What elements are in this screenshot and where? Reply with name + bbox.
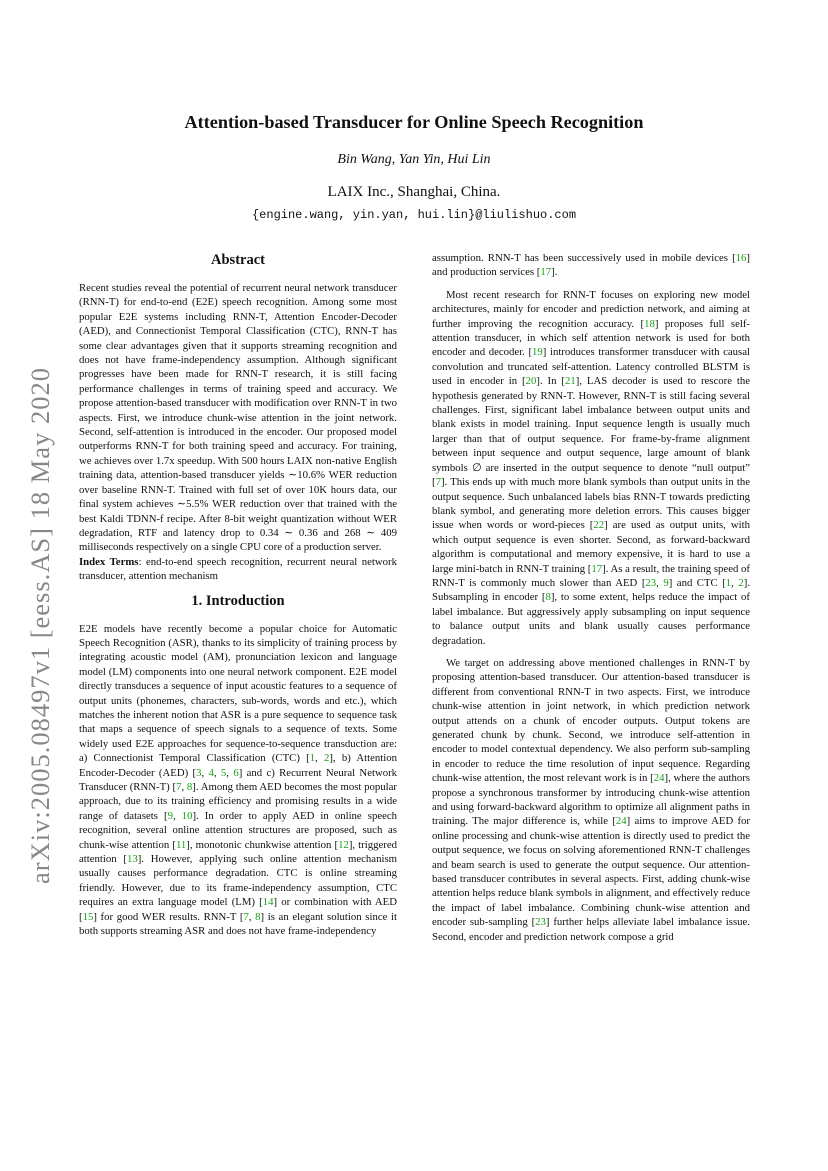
citation-link[interactable]: 8 — [545, 591, 551, 604]
citation-link[interactable]: 9 — [663, 576, 669, 589]
citation-link[interactable]: 13 — [126, 853, 138, 866]
right-paragraph-1: Most recent research for RNN-T focuses on exploring new model architectures, mainly for encoder and prediction network, and aiming at further improving the recognition accuracy. [18] proposes full self-attention transducer, in which self attention network is used for both encoder and decoder. [19] introduces transformer transducer with causal convolution and truncated self-attention. Latency controlled BLSTM is used in encoder in [20]. In [21], LAS decoder is used to rescore the hypothesis generated by RNN-T. However, RNN-T is still facing several challenges. First, significant label imbalance between output units and blank exists in model training. Input sequence length is usually much larger than that of output sequence. For frame-by-frame alignment between input sequence and output sequence, large amount of blank symbols ∅ are inserted in the output sequence to denote “null output” [7]. This ends up with much more blank symbols than output units in the output sequence. Such unbalanced labels bias RNN-T towards predicting blank symbol, and generating more deletion errors. This causes bigger issue when words or word-pieces [22] are used as output units, with which output sequence is even shorter. Second, as forward-backward algorithm is computational and memory expensive, it is hard to use a large mini-batch in RNN-T training [17]. As a result, the training speed of RNN-T is commonly much slower than AED [23, 9] and CTC [1, 2]. Subsampling in encoder [8], to some extent, helps reduce the impact of label imbalance. But aggressively apply subsampling on input sequence to balance output units and blank usually causes performance degradation. — [432, 288, 751, 647]
citation-link[interactable]: 23 — [645, 576, 657, 589]
citation-link[interactable]: 10 — [181, 809, 193, 822]
citation-link[interactable]: 14 — [262, 896, 274, 909]
authors: Bin Wang, Yan Yin, Hui Lin — [337, 152, 491, 167]
citation-link[interactable]: 7 — [435, 476, 441, 489]
abstract-body: Recent studies reveal the potential of recurrent neural network transducer (RNN-T) for end-to-end (E2E) speech recognition. Among some most popular E2E systems including RNN-T, Attention Encoder-Decoder (AED), and Connectionist Temporal Classification (CTC), RNN-T has some clear advantages given that it supports streaming recognition and does not have frame-independency assumption. Although significant progresses have been made for RNN-T research, it is still facing performance challenges in terms of training speed and accuracy. We propose attention-based transducer with modification over RNN-T in two aspects. First, we introduce chunk-wise attention in the joint network. Second, self-attention is introduced in the encoder. Our proposed model outperforms RNN-T for both training speed and accuracy. For training, we achieves over 1.7x speedup. With 500 hours LAIX non-native English training data, attention-based transducer yields ∼10.6% WER reduction over baseline RNN-T. Trained with full set of over 10K hours data, our final system achieves ∼5.5% WER reduction over that trained with the best Kaldi TDNN-f recipe. After 8-bit weight quantization without WER degradation, RTF and latency drop to 0.34 ∼ 0.36 and 268 ∼ 409 milliseconds respectively on a single CPU core of a production server. — [79, 282, 397, 554]
citation-link[interactable]: 1 — [725, 576, 732, 589]
citation-link[interactable]: 24 — [615, 815, 627, 828]
citation-link[interactable]: 22 — [593, 519, 605, 532]
intro-paragraph-1: E2E models have recently become a popular choice for Automatic Speech Recognition (ASR), thanks to its simplicity of training process by integrating acoustic model (AM), pronunciation lexicon and language model (LM) components into one neural network component. E2E model directly transduces a sequence of input acoustic features to a sequence of output units (phonemes, characters, sub-words, words and etc.), which matches the inherent notion that ASR is a pure sequence to sequence task that maps a sequence of speech signals to a sequence of texts. Some widely used E2E approaches for sequence-to-sequence transduction are: a) Connectionist Temporal Classification (CTC) [1, 2], b) Attention Encoder-Decoder (AED) [3, 4, 5, 6] and c) Recurrent Neural Network Transducer (RNN-T) [7, 8]. Among them AED becomes the most popular approach, due to its training efficiency and promising results in a wide range of datasets [9, 10]. In order to apply AED in online speech recognition, several online attention structures are proposed, such as chunk-wise attention [11], monotonic chunkwise attention [12], triggered attention [13]. However, applying such online attention mechanism usually causes performance degradation. CTC is online streaming friendly. However, due to its frame-independency assumption, CTC requires an extra language model (LM) [14] or combination with AED [15] for good WER results. RNN-T [7, 8] is an elegant solution since it both supports streaming ASR and does not have frame-independency — [79, 622, 398, 938]
right-column — [432, 251, 750, 944]
citation-link[interactable]: 24 — [653, 772, 665, 785]
index-terms — [79, 555, 397, 584]
index-terms-text: : end-to-end speech recognition, recurrent neural network transducer, attention mechanism — [79, 555, 397, 583]
introduction-heading: 1. Introduction — [191, 592, 285, 609]
citation-link[interactable]: 11 — [175, 838, 187, 851]
citation-link[interactable]: 3 — [196, 766, 202, 779]
citation-link[interactable]: 8 — [255, 910, 261, 923]
citation-link[interactable]: 1 — [309, 752, 316, 765]
citation-link[interactable]: 9 — [167, 809, 173, 822]
left-column — [79, 251, 397, 938]
citation-link[interactable]: 17 — [540, 266, 552, 279]
citation-link[interactable]: 7 — [243, 910, 249, 923]
citation-link[interactable]: 20 — [525, 375, 537, 388]
email: {engine.wang, yin.yan, hui.lin}@liulishuo.com — [251, 208, 577, 222]
citation-link[interactable]: 18 — [644, 317, 655, 330]
citation-link[interactable]: 7 — [176, 781, 182, 793]
index-terms-label: Index Terms — [79, 555, 139, 568]
citation-link[interactable]: 16 — [735, 252, 747, 264]
citation-link[interactable]: 2 — [738, 576, 744, 589]
citation-link[interactable]: 21 — [564, 375, 576, 388]
affiliation: LAIX Inc., Shanghai, China. — [327, 184, 501, 200]
citation-link[interactable]: 6 — [233, 766, 239, 779]
citation-link[interactable]: 15 — [82, 910, 94, 923]
citation-link[interactable]: 4 — [208, 766, 214, 779]
paper-title: Attention-based Transducer for Online Speech Recognition — [184, 112, 644, 132]
abstract-heading: Abstract — [211, 252, 265, 268]
citation-link[interactable]: 5 — [220, 766, 227, 779]
citation-link[interactable]: 8 — [186, 781, 193, 793]
citation-link[interactable]: 19 — [532, 346, 543, 359]
citation-link[interactable]: 17 — [591, 562, 603, 575]
citation-link[interactable]: 2 — [323, 752, 330, 765]
right-paragraph-2: We target on addressing above mentioned challenges in RNN-T by proposing attention-based transducer. Our attention-based transducer is different from conventional RNN-T in two aspects. First, we introduce chunk-wise attention in joint network, in which prediction network output attends on a chunk of encoder outputs. Output tokens are generated chunk by chunk. Second, we introduce self-attention in encoder to model contextual dependency. We also perform sub-sampling in encoder to reduce the time resolution of input sequence. Regarding chunk-wise attention, the most relevant work is in [24], where the authors propose a synchronous transformer by introducing chunk-wise attention and using forward-backward algorithm to optimize all alignment paths in training. The major difference is, while [24] aims to improve AED for online processing and chunk-wise attention is directly used to predict the output sequence, we focus on solving aforementioned RNN-T challenges and beam search is used to generate the output sequence. Our attention-based transducer contributes in several aspects. First, adding chunk-wise attention helps reduce blank symbols in alignment, and effectively reduce the impact of label imbalance. Combining chunk-wise attention and encoder sub-sampling [23] further helps alleviate label imbalance issue. Second, encoder and prediction network compose a grid — [432, 656, 751, 943]
citation-link[interactable]: 12 — [338, 838, 349, 851]
arxiv-identifier: arXiv:2005.08497v1 [eess.AS] 18 May 2020 — [25, 367, 55, 885]
right-paragraph-0: assumption. RNN-T has been successively used in mobile devices [16] and production services [17]. — [432, 252, 750, 279]
citation-link[interactable]: 23 — [535, 916, 546, 929]
